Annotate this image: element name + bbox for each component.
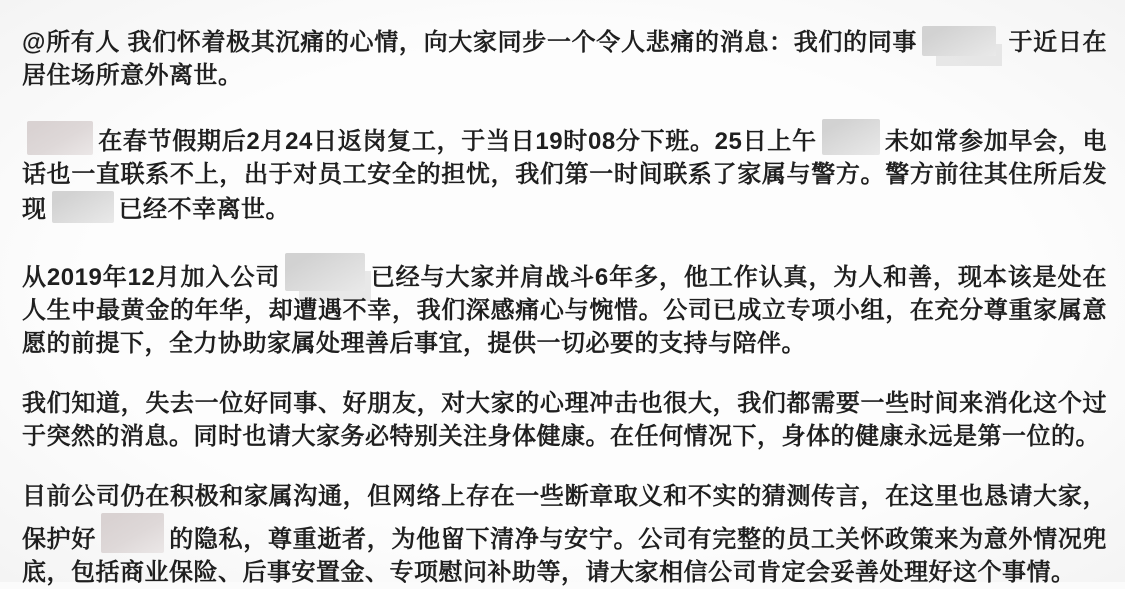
paragraph-text: 已经与大家并肩战斗6年多，他工作认真，为人和善，现本该是处在人生中最黄金的年华，却遭遇不幸，我们深感痛心与惋惜。公司已成立专项小组，在充分尊重家属意愿的前提下，全力协助家属处理善后事宜，提供一切必要的支持与陪伴。	[22, 264, 1107, 357]
announcement-paragraph	[22, 26, 1107, 92]
paragraph-text: 在春节假期后2月24日返岗复工，于当日19时08分下班。25日上午	[98, 128, 817, 155]
paragraph-text: 从2019年12月加入公司	[22, 264, 281, 291]
announcement-paragraph	[22, 119, 1107, 226]
paragraph-text: 于近日在居住场所意外离世。	[22, 29, 1108, 89]
redacted-name-block	[101, 513, 164, 553]
paragraph-text: @所有人 我们怀着极其沉痛的心情，向大家同步一个令人悲痛的消息：我们的同事	[22, 29, 918, 56]
paragraph-text: 的隐私，尊重逝者，为他留下清净与安宁。公司有完整的员工关怀政策来为意外情况兜底，包括商业保险、后事安置金、专项慰问补助等，请大家相信公司肯定会妥善处理好这个事情。	[22, 526, 1108, 586]
announcement-paragraph	[22, 387, 1107, 453]
redacted-name-block	[27, 121, 93, 155]
redacted-name-block	[822, 119, 880, 155]
paragraph-text: 已经不幸离世。	[118, 196, 290, 223]
paragraph-text: 未如常参加早会，电话也一直联系不上，出于对员工安全的担忧，我们第一时间联系了家属与警方。警方前往其住所后发现	[22, 128, 1108, 223]
redacted-name-block	[52, 191, 114, 223]
paragraph-text: 目前公司仍在积极和家属沟通，但网络上存在一些断章取义和不实的猜测传言，在这里也恳请大家，保护好	[22, 483, 1107, 553]
redacted-name-block	[285, 253, 365, 291]
announcement-body	[22, 26, 1107, 589]
paragraph-text: 我们知道，失去一位好同事、好朋友，对大家的心理冲击也很大，我们都需要一些时间来消化这个过于突然的消息。同时也请大家务必特别关注身体健康。在任何情况下，身体的健康永远是第一位的。	[22, 390, 1107, 450]
announcement-paragraph	[22, 480, 1107, 589]
announcement-paragraph	[22, 253, 1107, 360]
redacted-name-block	[922, 26, 996, 56]
